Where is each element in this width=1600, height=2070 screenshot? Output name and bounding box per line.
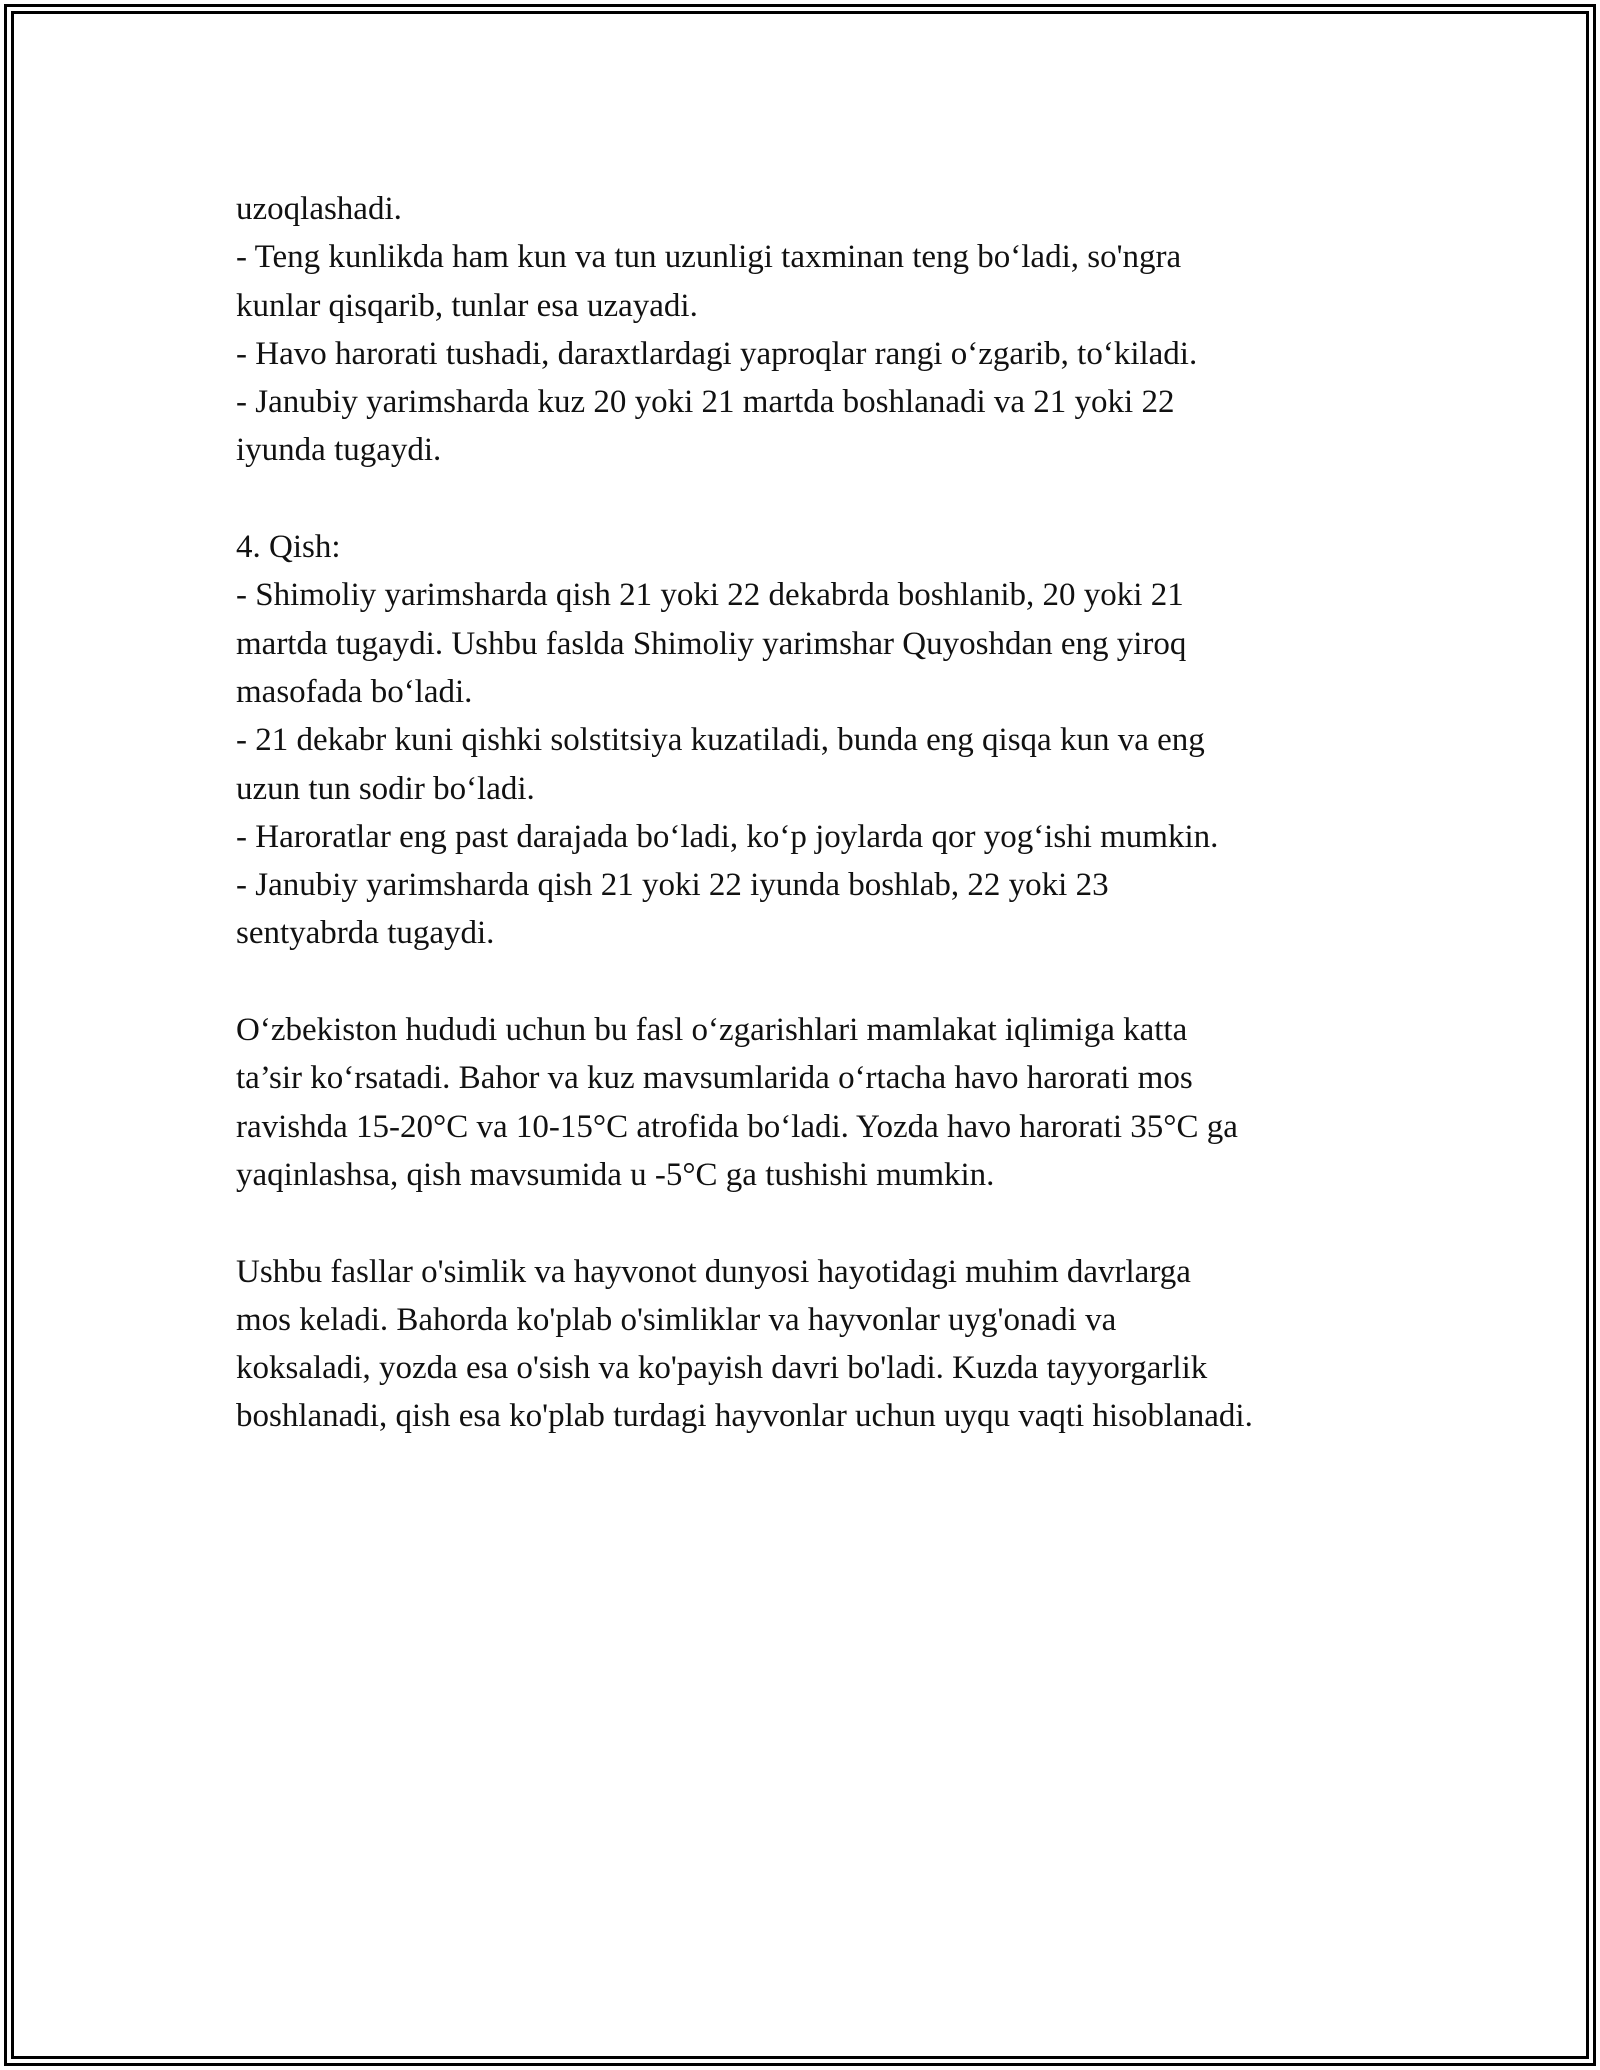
section-gap (236, 1199, 1386, 1247)
winter-item-northern-hemisphere: - Shimoliy yarimsharda qish 21 yoki 22 dekabrda boshlanib, 20 yoki 21 martda tugaydi. Ushbu faslda Shimoliy yarimshar Quyoshdan eng yiroq masofada bo‘ladi. (236, 577, 1187, 710)
winter-item-solstice: - 21 dekabr kuni qishki solstitsiya kuzatiladi, bunda eng qisqa kun va eng uzun tun sodir bo‘ladi. (236, 722, 1205, 807)
document-body (236, 185, 1386, 1441)
winter-item-southern-hemisphere: - Janubiy yarimsharda qish 21 yoki 22 iyunda boshlab, 22 yoki 23 sentyabrda tugaydi. (236, 867, 1109, 952)
section-gap (236, 958, 1386, 1006)
autumn-item-equinox: - Teng kunlikda ham kun va tun uzunligi taxminan teng bo‘ladi, so'ngra kunlar qisqarib, tunlar esa uzayadi. (236, 239, 1182, 324)
autumn-line-ending: uzoqlashadi. (236, 191, 402, 227)
uzbekistan-paragraph: O‘zbekiston hududi uchun bu fasl o‘zgarishlari mamlakat iqlimiga katta ta’sir ko‘rsatadi. Bahor va kuz mavsumlarida o‘rtacha havo harorati mos ravishda 15-20°C va 10-15°C atrofida bo‘ladi. Yozda havo harorati 35°C ga yaqinlashsa, qish mavsumida u -5°C ga tushishi mumkin. (236, 1012, 1238, 1193)
autumn-item-southern-hemisphere: - Janubiy yarimsharda kuz 20 yoki 21 martda boshlanadi va 21 yoki 22 iyunda tugaydi. (236, 384, 1175, 469)
winter-heading: 4. Qish: (236, 529, 341, 566)
autumn-item-temperature: - Havo harorati tushadi, daraxtlardagi yaproqlar rangi o‘zgarib, to‘kiladi. (236, 335, 1198, 372)
section-gap (236, 475, 1386, 523)
nature-paragraph: Ushbu fasllar o'simlik va hayvonot dunyosi hayotidagi muhim davrlarga mos keladi. Bahorda ko'plab o'simliklar va hayvonlar uyg'onadi va koksaladi, yozda esa o'sish va ko'payish davri bo'ladi. Kuzda tayyorgarlik boshlanadi, qish esa ko'plab turdagi hayvonlar uchun uyqu vaqti hisoblanadi. (236, 1253, 1253, 1435)
winter-item-temperature: - Haroratlar eng past darajada bo‘ladi, ko‘p joylarda qor yog‘ishi mumkin. (236, 818, 1219, 855)
